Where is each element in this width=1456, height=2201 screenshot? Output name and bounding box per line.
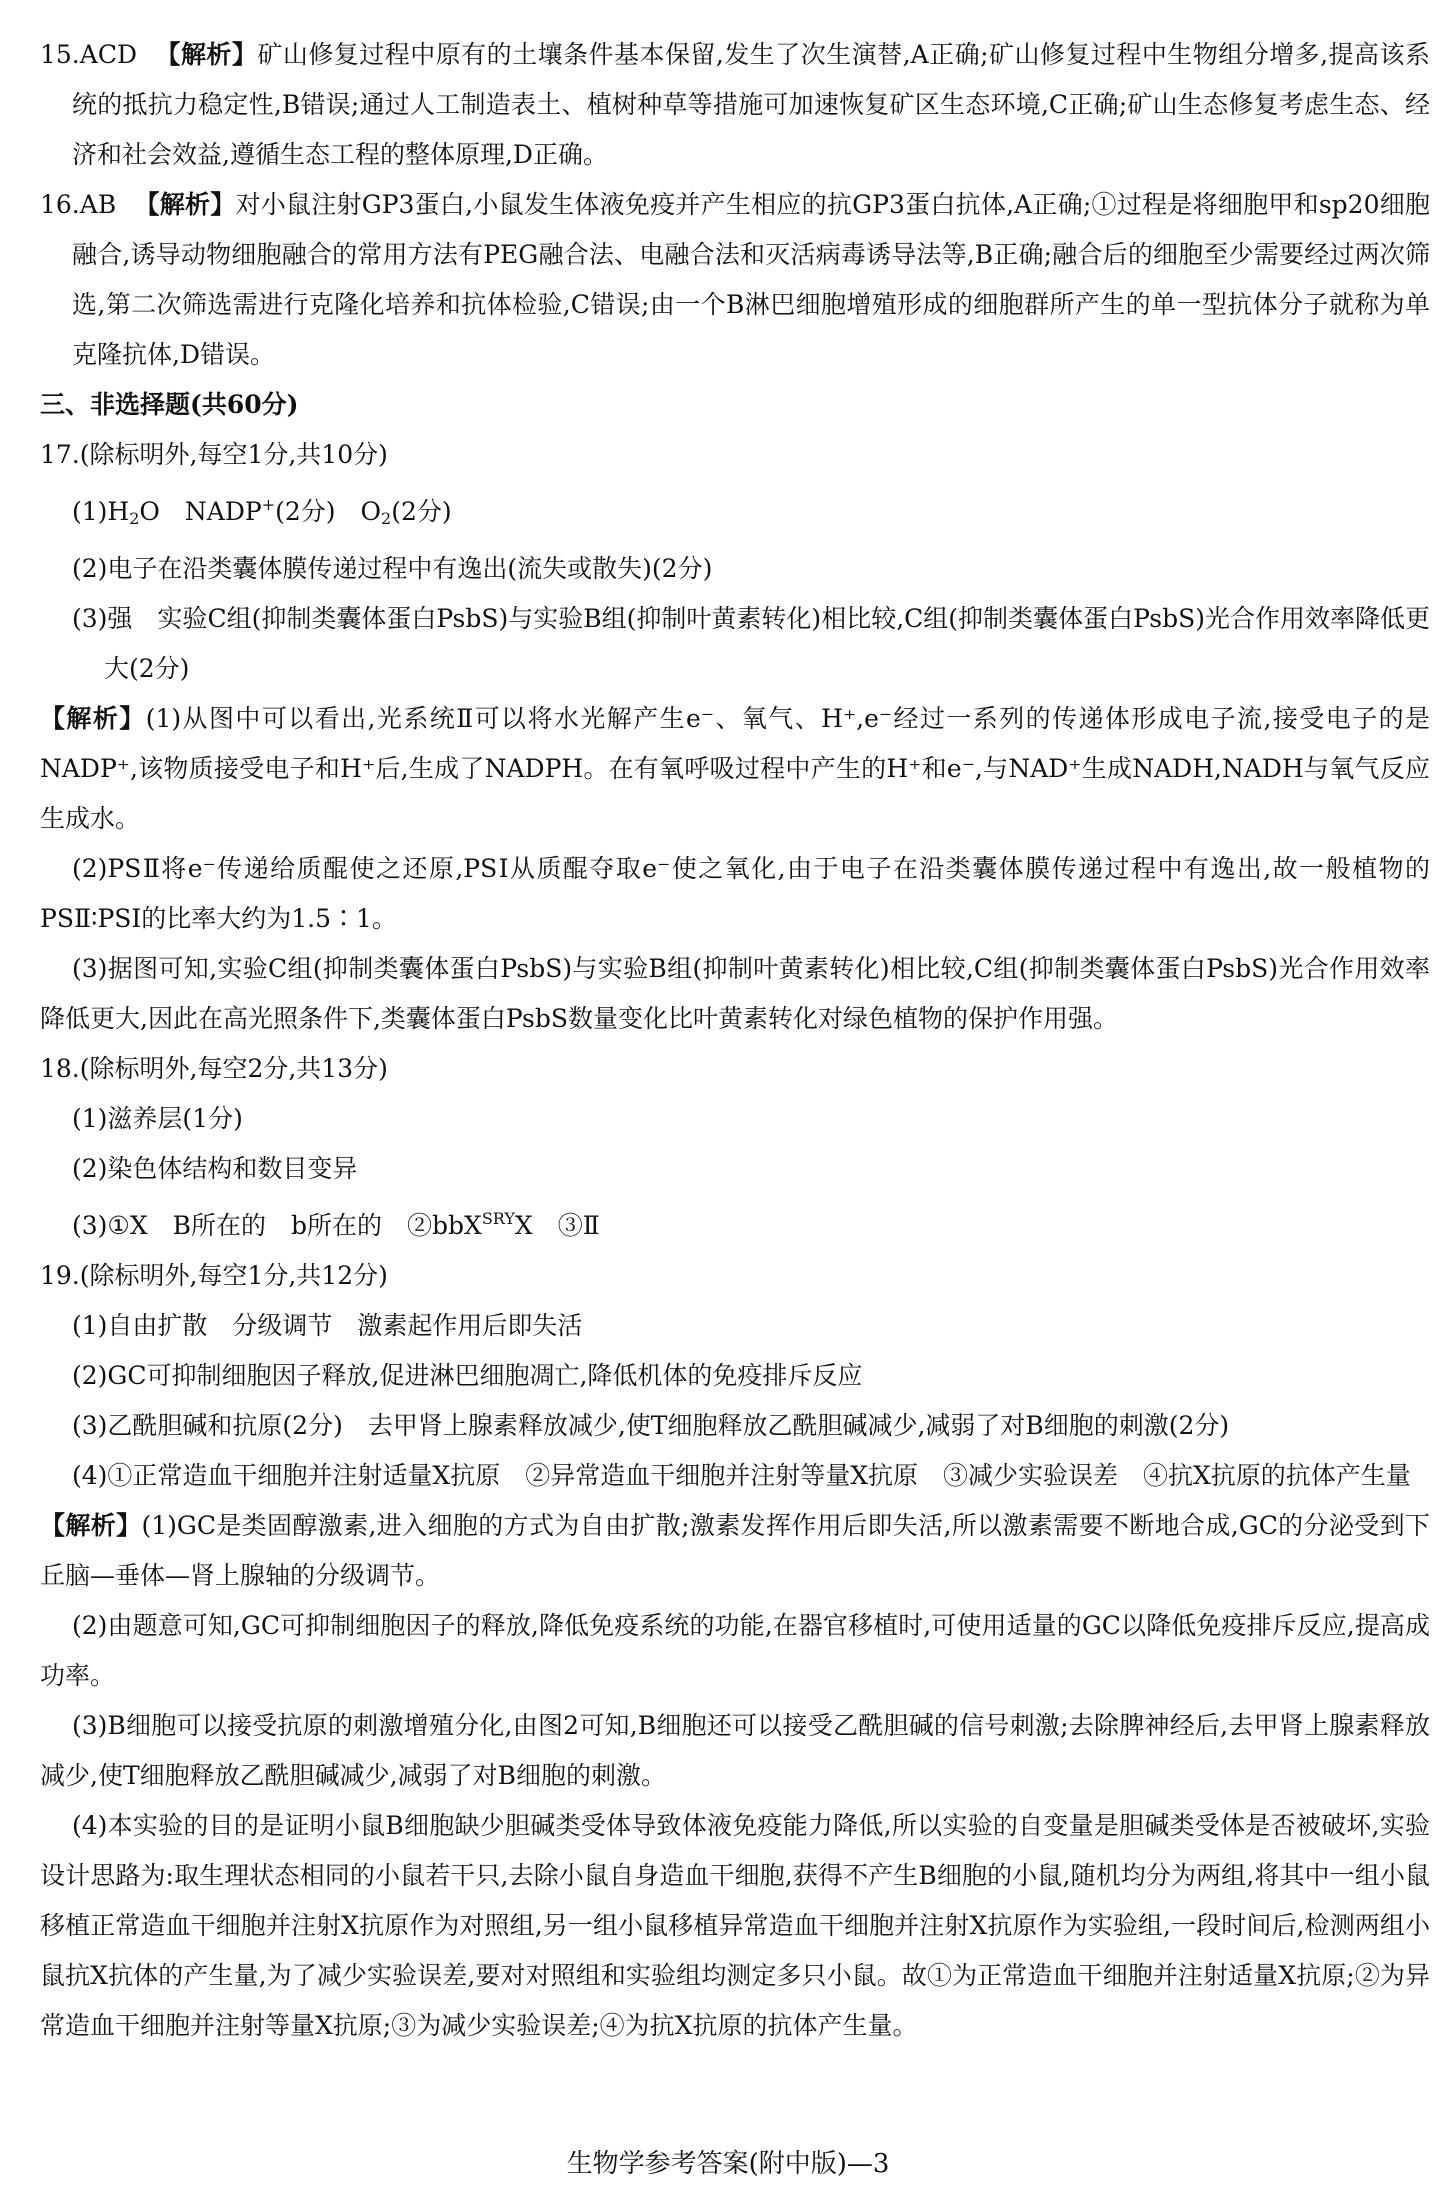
q17-header: 17.(除标明外,每空1分,共10分) xyxy=(40,440,388,469)
q16-analysis-text: 对小鼠注射GP3蛋白,小鼠发生体液免疫并产生相应的抗GP3蛋白抗体,A正确;①过程是将细胞甲和sp20细胞融合,诱导动物细胞融合的常用方法有PEG融合法、电融合法和灭活病毒诱导法等,B正确;融合后的细胞至少需要经过两次筛选,第二次筛选需进行克隆化培养和抗体检验,C错误;由一个B淋巴细胞增殖形成的细胞群所产生的单一型抗体分子就称为单克隆抗体,D错误。 xyxy=(72,190,1430,369)
q19-answer-4: (4)①正常造血干细胞并注射适量X抗原 ②异常造血干细胞并注射等量X抗原 ③减少实验误差 ④抗X抗原的抗体产生量 xyxy=(72,1461,1411,1490)
q19-explanation-4: (4)本实验的目的是证明小鼠B细胞缺少胆碱类受体导致体液免疫能力降低,所以实验的自变量是胆碱类受体是否被破坏,实验设计思路为:取生理状态相同的小鼠若干只,去除小鼠自身造血干细胞,获得不产生B细胞的小鼠,随机均分为两组,将其中一组小鼠移植正常造血干细胞并注射X抗原作为对照组,另一组小鼠移植异常造血干细胞并注射X抗原作为实验组,一段时间后,检测两组小鼠抗X抗体的产生量,为了减少实验误差,要对对照组和实验组均测定多只小鼠。故①为正常造血干细胞并注射适量X抗原;②为异常造血干细胞并注射等量X抗原;③为减少实验误差;④为抗X抗原的抗体产生量。 xyxy=(40,1811,1430,2040)
q18-answer-2: (2)染色体结构和数目变异 xyxy=(72,1154,358,1183)
q17-explanation-2: (2)PSⅡ将e⁻传递给质醌使之还原,PSⅠ从质醌夺取e⁻使之氧化,由于电子在沿类囊体膜传递过程中有逸出,故一般植物的PSⅡ∶PSⅠ的比率大约为1.5∶1。 xyxy=(40,854,1430,933)
question-15 xyxy=(40,30,1430,180)
q15-analysis-tag: 【解析】 xyxy=(155,40,258,69)
q19-header: 19.(除标明外,每空1分,共12分) xyxy=(40,1261,388,1290)
q15-number: 15. xyxy=(40,40,80,69)
q18-answer-3: (3)①X B所在的 b所在的 ②bbX$^{SRY}$X ③Ⅱ xyxy=(72,1209,600,1240)
q19-explanation-3: (3)B细胞可以接受抗原的刺激增殖分化,由图2可知,B细胞还可以接受乙酰胆碱的信号刺激;去除脾神经后,去甲肾上腺素释放减少,使T细胞释放乙酰胆碱减少,减弱了对B细胞的刺激。 xyxy=(40,1711,1430,1790)
q19-analysis-tag: 【解析】 xyxy=(40,1511,142,1540)
q15-analysis-text: 矿山修复过程中原有的土壤条件基本保留,发生了次生演替,A正确;矿山修复过程中生物组分增多,提高该系统的抵抗力稳定性,B错误;通过人工制造表土、植树种草等措施可加速恢复矿区生态环境,C正确;矿山生态修复考虑生态、经济和社会效益,遵循生态工程的整体原理,D正确。 xyxy=(72,40,1430,169)
q17-explanation-3: (3)据图可知,实验C组(抑制类囊体蛋白PsbS)与实验B组(抑制叶黄素转化)相比较,C组(抑制类囊体蛋白PsbS)光合作用效率降低更大,因此在高光照条件下,类囊体蛋白PsbS数量变化比叶黄素转化对绿色植物的保护作用强。 xyxy=(40,954,1430,1033)
q19-explanation-1-text: (1)GC是类固醇激素,进入细胞的方式为自由扩散;激素发挥作用后即失活,所以激素需要不断地合成,GC的分泌受到下丘脑—垂体—肾上腺轴的分级调节。 xyxy=(40,1511,1430,1590)
q16-answer: AB xyxy=(79,190,117,219)
page-content xyxy=(40,30,1430,2051)
q19-answer-1: (1)自由扩散 分级调节 激素起作用后即失活 xyxy=(72,1311,583,1340)
page-footer: 生物学参考答案(附中版)—3 xyxy=(566,2149,890,2179)
q19-answer-2: (2)GC可抑制细胞因子释放,促进淋巴细胞凋亡,降低机体的免疫排斥反应 xyxy=(72,1361,863,1390)
q17-answer-2: (2)电子在沿类囊体膜传递过程中有逸出(流失或散失)(2分) xyxy=(72,554,713,583)
q19-explanation-1 xyxy=(40,1501,1430,1601)
q16-number: 16. xyxy=(40,190,80,219)
q15-answer: ACD xyxy=(79,40,137,69)
q19-explanation-2: (2)由题意可知,GC可抑制细胞因子的释放,降低免疫系统的功能,在器官移植时,可使用适量的GC以降低免疫排斥反应,提高成功率。 xyxy=(40,1611,1430,1690)
q16-analysis-tag: 【解析】 xyxy=(134,190,236,219)
q17-explanation-1-text: (1)从图中可以看出,光系统Ⅱ可以将水光解产生e⁻、氧气、H⁺,e⁻经过一系列的传递体形成电子流,接受电子的是NADP⁺,该物质接受电子和H⁺后,生成了NADPH。在有氧呼吸过程中产生的H⁺和e⁻,与NAD⁺生成NADH,NADH与氧气反应生成水。 xyxy=(40,704,1430,833)
section-3-heading: 三、非选择题(共60分) xyxy=(40,390,299,419)
q17-answer-1: $(1)H_2O$ NADP+(2分) $O_2(2$分) xyxy=(72,495,452,528)
q19-answer-3: (3)乙酰胆碱和抗原(2分) 去甲肾上腺素释放减少,使T细胞释放乙酰胆碱减少,减弱了对B细胞的刺激(2分) xyxy=(72,1411,1230,1440)
question-16 xyxy=(40,180,1430,380)
q18-answer-1: (1)滋养层(1分) xyxy=(72,1104,243,1133)
q17-analysis-tag: 【解析】 xyxy=(40,704,146,733)
q17-explanation-1 xyxy=(40,694,1430,844)
q18-header: 18.(除标明外,每空2分,共13分) xyxy=(40,1054,388,1083)
q17-answer-3: (3)强 实验C组(抑制类囊体蛋白PsbS)与实验B组(抑制叶黄素转化)相比较,C组(抑制类囊体蛋白PsbS)光合作用效率降低更大(2分) xyxy=(72,604,1430,683)
